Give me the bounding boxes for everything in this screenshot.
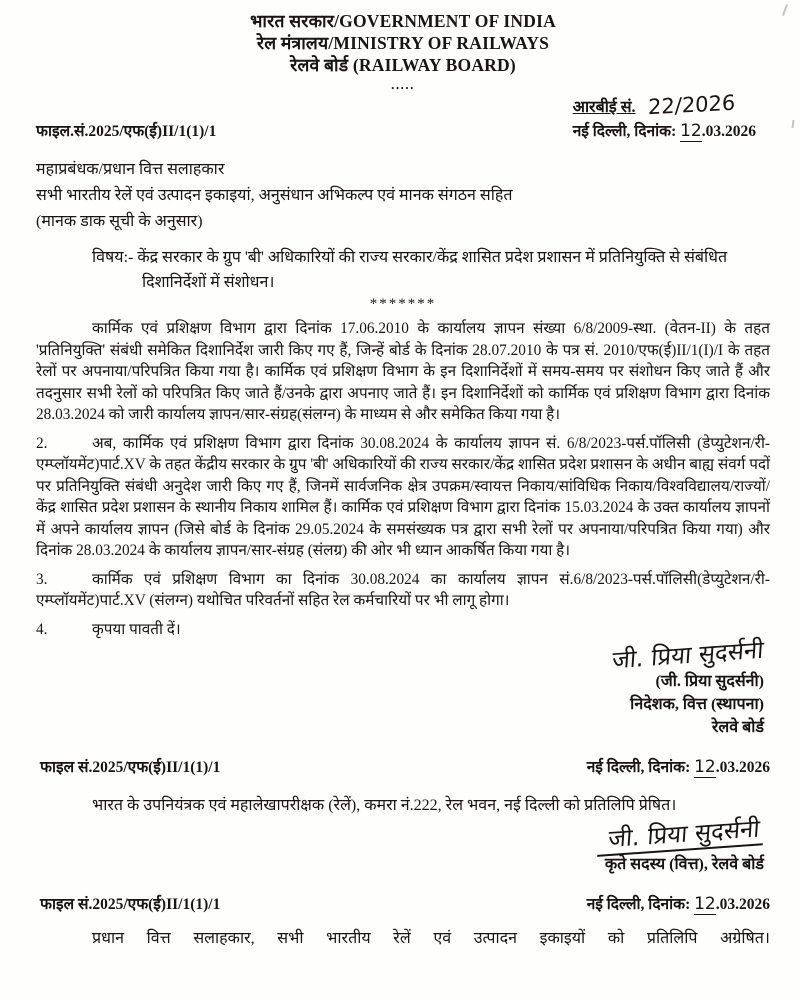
body-paragraph-2 xyxy=(36,433,770,562)
place-date-prefix: नई दिल्ली, दिनांक: xyxy=(586,896,695,913)
paragraph-text: कार्मिक एवं प्रशिक्षण विभाग का दिनांक 30.08.2024 का कार्यालय ज्ञापन सं.6/8/2023-पर्स.पॉलिसी(डेप्युटेशन/री-एम्प्लॉयमेंट)पार्ट.XV (संलग्न) यथोचित परिवर्तनों सहित रेल कर्मचारियों पर भी लागू होगा। xyxy=(36,570,770,609)
place-date-middle xyxy=(587,755,770,777)
file-number-middle: फाइल सं.2025/एफ(ई)II/1(1)/1 xyxy=(40,759,221,776)
paragraph-text: अब, कार्मिक एवं प्रशिक्षण विभाग द्वारा दिनांक 30.08.2024 के कार्यालय ज्ञापन सं. 6/8/2023-पर्स.पॉलिसी (डेप्युटेशन/री-एम्प्लॉयमेंट)पार्ट.XV के तहत केंद्रीय सरकार के ग्रुप 'बी' अधिकारियों की राज्य सरकार/केंद्र शासित प्रदेश प्रशासन के अधीन बाह्य संवर्ग पदों पर प्रतिनियुक्ति संबंधी अनुदेश जारी किए गए हैं, जिनमें सार्वजनिक क्षेत्र उपक्रम/स्वायत्त निकाय/सांविधिक निकाय/विश्वविद्यालय/राज्यों/केंद्र शासित प्रदेश प्रशासन के स्थानीय निकाय शामिल हैं। कार्मिक एवं प्रशिक्षण विभाग द्वारा दिनांक 15.03.2024 के उक्त कार्यालय ज्ञापनों में अपने कार्यालय ज्ञापन (जिसे बोर्ड के दिनांक 29.05.2024 के समसंख्यक पत्र द्वारा सभी रेलों पर अपनाया/परिपत्रित किया गया) और दिनांक 28.03.2024 के कार्यालय ज्ञापन/सार-संग्रह (संलग्र) की ओर भी ध्यान आकर्षित किया गया है। xyxy=(36,434,770,559)
file-number-top: फाइल.सं.2025/एफ(ई)II/1(1)/1 xyxy=(36,123,217,140)
signature-block-2 xyxy=(36,814,770,876)
body-paragraph-4 xyxy=(36,619,770,641)
file-number-bottom: फाइल सं.2025/एफ(ई)II/1(1)/1 xyxy=(40,896,221,913)
subject-label: विषय:- xyxy=(92,249,134,266)
addressee-line-3: (मानक डाक सूची के अनुसार) xyxy=(36,213,203,230)
date-day-handwritten: 12 xyxy=(680,121,702,141)
scan-artifact xyxy=(791,120,794,128)
copy-forwarded-pfa: प्रधान वित्त सलाहकार, सभी भारतीय रेलें एवं उत्पादन इकाइयों को प्रतिलिपि अग्रेषित। xyxy=(92,930,770,947)
paragraph-number: 4. xyxy=(36,620,48,638)
asterisk-separator: ******* xyxy=(369,296,437,312)
rbe-date-block xyxy=(572,90,770,141)
signature-block-1 xyxy=(36,635,770,739)
railway-board-line: रेलवे बोर्ड (RAILWAY BOARD) xyxy=(290,55,516,75)
addressee-block xyxy=(36,157,770,235)
place-date-rest: .03.2026 xyxy=(715,759,770,776)
place-date-rest: .03.2026 xyxy=(715,896,770,913)
subject-line xyxy=(92,245,770,295)
date-day-handwritten: 12 xyxy=(694,894,716,914)
addressee-line-2: सभी भारतीय रेलें एवं उत्पादन इकाइयां, अनुसंधान अभिकल्प एवं मानक संगठन सहित xyxy=(36,187,513,204)
place-date-top xyxy=(573,119,756,141)
scan-artifact xyxy=(782,4,788,16)
place-date-rest: .03.2026 xyxy=(701,123,756,140)
place-date-prefix: नई दिल्ली, दिनांक: xyxy=(572,123,681,140)
addressee-line-1: महाप्रबंधक/प्रधान वित्त सलाहकार xyxy=(36,161,225,178)
signatory-name: (जी. प्रिया सुदर्सनी) xyxy=(655,673,764,690)
rbe-label: आरबीई सं. xyxy=(572,99,636,116)
body-paragraph-1 xyxy=(36,318,770,426)
reference-row xyxy=(36,90,770,141)
rbe-number-line xyxy=(572,90,756,120)
paragraph-text: कार्मिक एवं प्रशिक्षण विभाग द्वारा दिनांक 17.06.2010 के कार्यालय ज्ञापन संख्या 6/8/2009-स्था. (वेतन-II) के तहत 'प्रतिनियुक्ति' संबंधी समेकित दिशानिर्देश जारी किए गए हैं, जिन्हें बोर्ड के दिनांक 28.07.2010 के पत्र सं. 2010/एफ(ई)II/1(I)/I के तहत रेलों पर अपनाया/परिपत्रित किया गया है। कार्मिक एवं प्रशिक्षण विभाग के इन दिशानिर्देशों में समय-समय पर संशोधन किए जाते हैं और तदनुसार सभी रेलों को परिपत्रित किए जाते हैं/उनके द्वारा अपनाए जाते हैं। इन दिशानिर्देशों को कार्मिक एवं प्रशिक्षण विभाग द्वारा दिनांक 28.03.2024 को जारी कार्यालय ज्ञापन/सार-संग्रह(संलग्न) के माध्यम से और समेकित किया गया है। xyxy=(36,320,770,423)
date-day-handwritten: 12 xyxy=(694,757,716,777)
signatory-designation: निदेशक, वित्त (स्थापना) xyxy=(630,696,764,713)
paragraph-number: 3. xyxy=(36,570,48,588)
paragraph-text: कृपया पावती दें। xyxy=(92,620,181,638)
rbe-number-handwritten: 22/2026 xyxy=(647,90,735,120)
for-member-finance-line: कृते सदस्य (वित्त), रेलवे बोर्ड xyxy=(604,856,764,873)
signature-handwritten-2: जी. प्रिया सुदर्सनी xyxy=(597,815,764,857)
govt-of-india-line: भारत सरकार/GOVERNMENT OF INDIA xyxy=(250,11,556,31)
copy-forwarded-cag: भारत के उपनियंत्रक एवं महालेखापरीक्षक (रेलें), कमरा नं.222, रेल भवन, नई दिल्ली को प्रतिलिपि प्रेषित। xyxy=(92,797,677,814)
file-date-row-middle xyxy=(36,753,770,777)
body-paragraph-3 xyxy=(36,569,770,612)
place-date-prefix: नई दिल्ली, दिनांक: xyxy=(586,759,695,776)
ministry-of-railways-line: रेल मंत्रालय/MINISTRY OF RAILWAYS xyxy=(256,33,550,53)
signature-handwritten-1: जी. प्रिया सुदर्सनी xyxy=(611,635,765,675)
paragraph-number: 2. xyxy=(36,434,48,452)
subject-text: केंद्र सरकार के ग्रुप 'बी' अधिकारियों की राज्य सरकार/केंद्र शासित प्रदेश प्रशासन में प्रतिनियुक्ति से संबंधित दिशानिर्देशों में संशोधन। xyxy=(137,249,728,291)
signatory-organization: रेलवे बोर्ड xyxy=(711,719,764,736)
place-date-bottom xyxy=(587,892,770,914)
file-date-row-bottom xyxy=(36,890,770,914)
header-dots-separator: ..... xyxy=(391,77,415,92)
letterhead xyxy=(36,10,770,76)
